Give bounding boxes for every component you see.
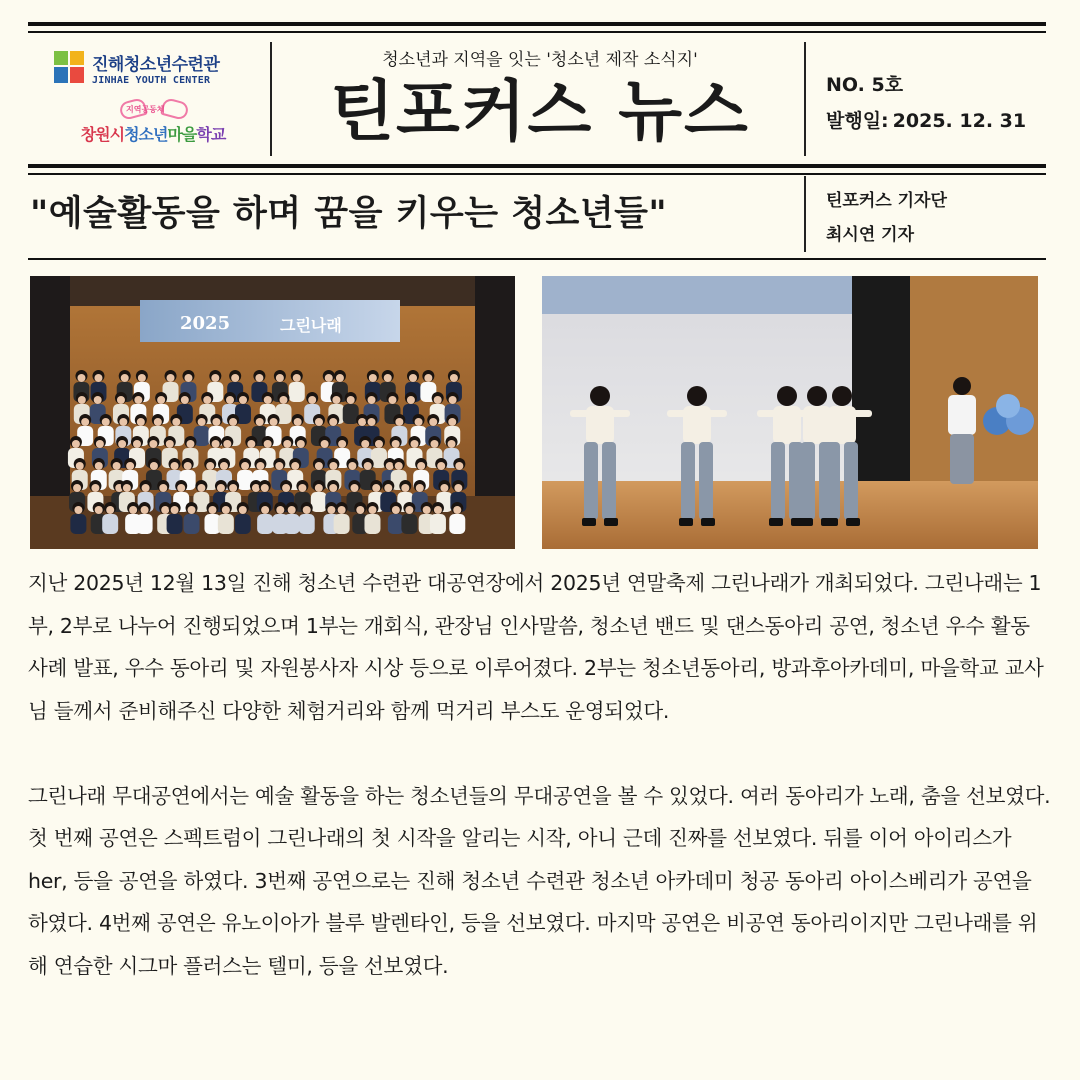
- group-banner: [140, 300, 400, 342]
- article-body: [28, 562, 1052, 1030]
- stage-banner: [542, 276, 852, 314]
- headline-bottom-rule: [28, 258, 1046, 260]
- issue-number: NO. 5호: [826, 74, 904, 96]
- article-paragraph-1: 지난 2025년 12월 13일 진해 청소년 수련관 대공연장에서 2025년 연말축제 그린나래가 개최되었다. 그린나래는 1부, 2부로 나누어 진행되었으며 1부는 개회식, 관장님 인사말씀, 청소년 밴드 및 댄스동아리 공연, 청소년 우수 활동 사례 발표, 우수 동아리 및 자원봉사자 시상 등으로 이루어졌다. 2부는 청소년동아리, 방과후아카데미, 마을학교 교사님 들께서 준비해주신 다양한 체험거리와 함께 먹거리 부스도 운영되었다.: [28, 571, 1044, 723]
- village-logo-name: 창원시청소년마을학교: [80, 125, 226, 144]
- village-logo-tag: 지역공동체: [126, 105, 165, 114]
- jinhae-youth-center-logo: [54, 50, 219, 86]
- header-divider-right: [804, 42, 806, 156]
- reporter-team: 틴포커스 기자단: [826, 191, 947, 211]
- group-banner-year: 2025: [180, 313, 231, 334]
- header-bottom-rule: [28, 164, 1046, 168]
- group-banner-title: 그린나래: [280, 316, 342, 335]
- header-divider-left: [270, 42, 272, 156]
- tagline: 청소년과 지역을 잇는 '청소년 제작 소식지': [382, 50, 698, 70]
- pub-date-label: 발행일:: [826, 110, 889, 132]
- logo-area: [48, 44, 258, 154]
- wings-icon: [68, 98, 238, 122]
- top-rule-inner: [28, 31, 1046, 33]
- article-paragraph-2: 그린나래 무대공연에서는 예술 활동을 하는 청소년들의 무대공연을 볼 수 있었다. 여러 동아리가 노래, 춤을 선보였다. 첫 번째 공연은 스펙트럼이 그린나래의 첫 시작을 알리는 시작, 아니 근데 진짜를 선보였다. 뒤를 이어 아이리스가 her, 등을 공연을 하였다. 3번째 공연으로는 진해 청소년 수련관 청소년 아카데미 청공 동아리 아이스베리가 공연을 하였다. 4번째 공연은 유노이아가 블루 발렌타인, 등을 선보였다. 마지막 공연은 비공연 동아리이지만 그린나래를 위해 연습한 시그마 플러스는 텔미, 등을 선보였다.: [28, 783, 1051, 978]
- village-school-logo: [68, 98, 238, 145]
- masthead-title: 틴포커스 뉴스: [330, 73, 750, 150]
- jinhae-logo-name: 진해청소년수련관: [92, 55, 220, 75]
- dance-performance-photo: [542, 276, 1038, 549]
- reporter-name: 최시연 기자: [826, 225, 915, 245]
- jinhae-logo-english: JINHAE YOUTH CENTER: [92, 75, 211, 86]
- top-rule: [28, 22, 1046, 26]
- header-bottom-rule-inner: [28, 173, 1046, 175]
- article-headline: "예술활동을 하며 꿈을 키우는 청소년들": [30, 194, 668, 234]
- group-photo: [30, 276, 515, 549]
- crowd-people: [68, 370, 467, 534]
- publication-date: [826, 106, 1026, 133]
- jinhae-logo-mark-icon: [54, 51, 84, 85]
- headline-divider: [804, 176, 806, 252]
- pub-date-value: 2025. 12. 31: [892, 110, 1027, 132]
